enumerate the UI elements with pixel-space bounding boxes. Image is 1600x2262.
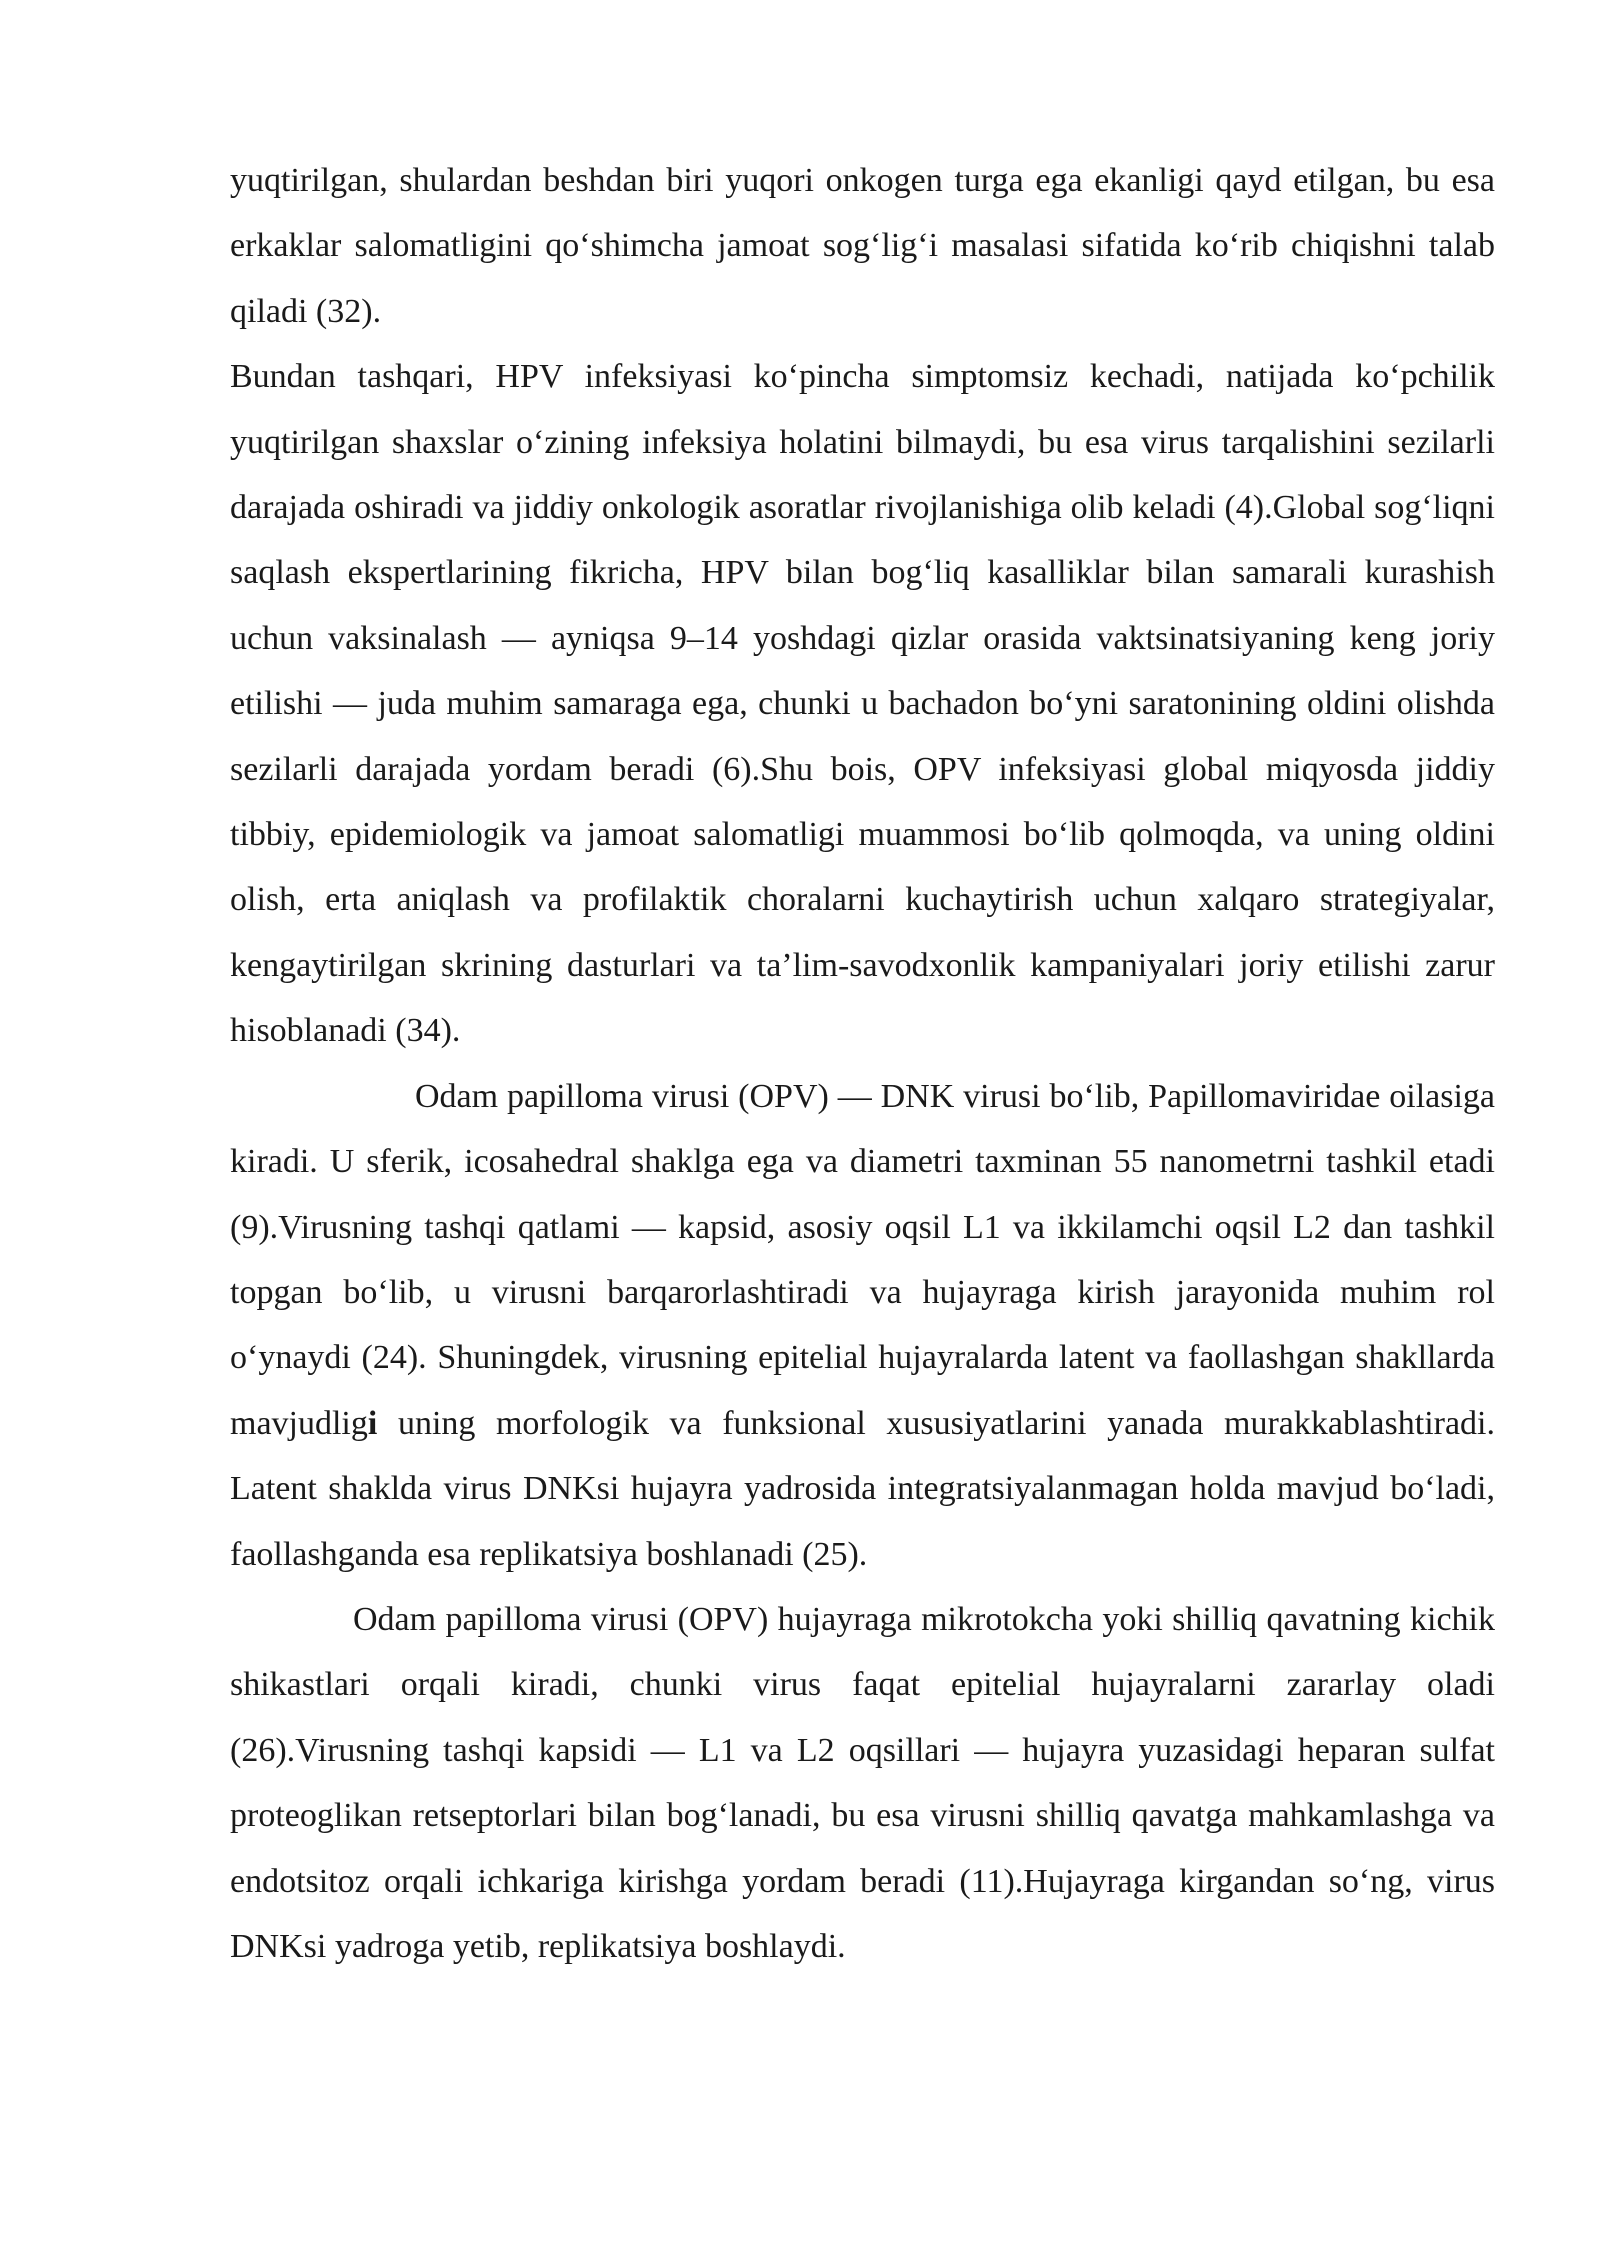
paragraph-opv-structure-text-2: uning morfologik va funksional xususiyatlarini yanada murakkablashtiradi. Latent shaklda virus DNKsi hujayra yadrosida integratsiyalanmagan holda mavjud bo‘ladi, faollashganda esa replikatsiya boshlanadi (25). <box>230 1404 1495 1573</box>
document-page <box>230 148 1495 1979</box>
paragraph-hpv-infection: Bundan tashqari, HPV infeksiyasi ko‘pincha simptomsiz kechadi, natijada ko‘pchilik yuqtirilgan shaxslar o‘zining infeksiya holatini bilmaydi, bu esa virus tarqalishini sezilarli darajada oshiradi va jiddiy onkologik asoratlar rivojlanishiga olib keladi (4).Global sog‘liqni saqlash ekspertlarining fikricha, HPV bilan bog‘liq kasalliklar bilan samarali kurashish uchun vaksinalash — ayniqsa 9–14 yoshdagi qizlar orasida vaktsinatsiyaning keng joriy etilishi — juda muhim samaraga ega, chunki u bachadon bo‘yni saratonining oldini olishda sezilarli darajada yordam beradi (6).Shu bois, OPV infeksiyasi global miqyosda jiddiy tibbiy, epidemiologik va jamoat salomatligi muammosi bo‘lib qolmoqda, va uning oldini olish, erta aniqlash va profilaktik choralarni kuchaytirish uchun xalqaro strategiyalar, kengaytirilgan skrining dasturlari va ta’lim-savodxonlik kampaniyalari joriy etilishi zarur hisoblanadi (34). <box>230 358 1495 1050</box>
paragraph-opv-structure-text-1: Odam papilloma virusi (OPV) — DNK virusi bo‘lib, Papillomaviridae oilasiga kiradi. U sferik, icosahedral shaklga ega va diametri taxminan 55 nanometrni tashkil etadi (9).Virusning tashqi qatlami — kapsid, asosiy oqsil L1 va ikkilamchi oqsil L2 dan tashkil topgan bo‘lib, u virusni barqarorlashtiradi va hujayraga kirish jarayonida muhim rol o‘ynaydi (24). Shuningdek, virusning epitelial hujayralarda latent va faollashgan shakllarda mavjudlig <box>230 1077 1495 1442</box>
paragraph-continuation: yuqtirilgan, shulardan beshdan biri yuqori onkogen turga ega ekanligi qayd etilgan, bu esa erkaklar salomatligini qo‘shimcha jamoat sog‘lig‘i masalasi sifatida ko‘rib chiqishni talab qiladi (32). <box>230 162 1495 330</box>
paragraph-opv-structure-bold-letter: i <box>367 1404 378 1442</box>
paragraph-opv-entry: Odam papilloma virusi (OPV) hujayraga mikrotokcha yoki shilliq qavatning kichik shikastlari orqali kiradi, chunki virus faqat epitelial hujayralarni zararlay oladi (26).Virusning tashqi kapsidi — L1 va L2 oqsillari — hujayra yuzasidagi heparan sulfat proteoglikan retseptorlari bilan bog‘lanadi, bu esa virusni shilliq qavatga mahkamlashga va endotsitoz orqali ichkariga kirishga yordam beradi (11).Hujayraga kirgandan so‘ng, virus DNKsi yadroga yetib, replikatsiya boshlaydi. <box>230 1600 1495 1965</box>
paragraph-opv-structure <box>230 1064 1495 1587</box>
